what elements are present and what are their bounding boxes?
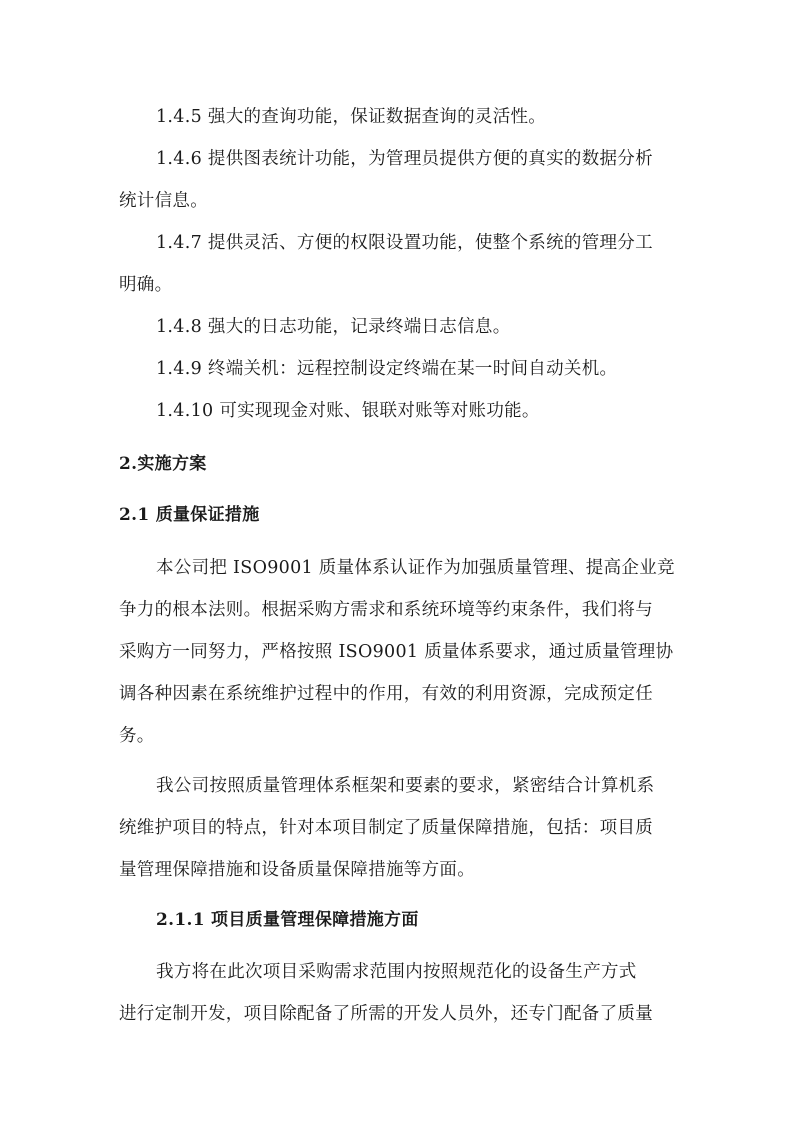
item-1-4-6: 1.4.6 提供图表统计功能，为管理员提供方便的真实的数据分析 bbox=[156, 149, 653, 169]
paragraph-2-line-2: 统维护项目的特点，针对本项目制定了质量保障措施，包括：项目质 bbox=[119, 818, 653, 838]
item-1-4-10: 1.4.10 可实现现金对账、银联对账等对账功能。 bbox=[156, 401, 540, 421]
paragraph-2-line-3: 量管理保障措施和设备质量保障措施等方面。 bbox=[119, 860, 475, 880]
item-1-4-7-cont: 明确。 bbox=[119, 275, 173, 295]
paragraph-3-line-2: 进行定制开发，项目除配备了所需的开发人员外，还专门配备了质量 bbox=[119, 1004, 653, 1024]
section-heading-2-1-1: 2.1.1 项目质量管理保障措施方面 bbox=[156, 910, 419, 930]
item-1-4-8: 1.4.8 强大的日志功能，记录终端日志信息。 bbox=[156, 317, 511, 337]
paragraph-1-line-1: 本公司把 ISO9001 质量体系认证作为加强质量管理、提高企业竞 bbox=[156, 558, 675, 578]
paragraph-1-line-5: 务。 bbox=[119, 726, 155, 746]
item-1-4-5: 1.4.5 强大的查询功能，保证数据查询的灵活性。 bbox=[156, 107, 547, 127]
item-1-4-7: 1.4.7 提供灵活、方便的权限设置功能，使整个系统的管理分工 bbox=[156, 233, 653, 253]
paragraph-1-line-3: 采购方一同努力，严格按照 ISO9001 质量体系要求，通过质量管理协 bbox=[119, 642, 674, 662]
paragraph-2-line-1: 我公司按照质量管理体系框架和要素的要求，紧密结合计算机系 bbox=[156, 776, 655, 796]
section-heading-2: 2.实施方案 bbox=[119, 454, 207, 474]
item-1-4-9: 1.4.9 终端关机：远程控制设定终端在某一时间自动关机。 bbox=[156, 359, 618, 379]
paragraph-3-line-1: 我方将在此次项目采购需求范围内按照规范化的设备生产方式 bbox=[156, 962, 637, 982]
item-1-4-6-cont: 统计信息。 bbox=[119, 191, 208, 211]
paragraph-1-line-2: 争力的根本法则。根据采购方需求和系统环境等约束条件，我们将与 bbox=[119, 600, 653, 620]
section-heading-2-1: 2.1 质量保证措施 bbox=[119, 505, 260, 525]
paragraph-1-line-4: 调各种因素在系统维护过程中的作用，有效的利用资源，完成预定任 bbox=[119, 684, 653, 704]
